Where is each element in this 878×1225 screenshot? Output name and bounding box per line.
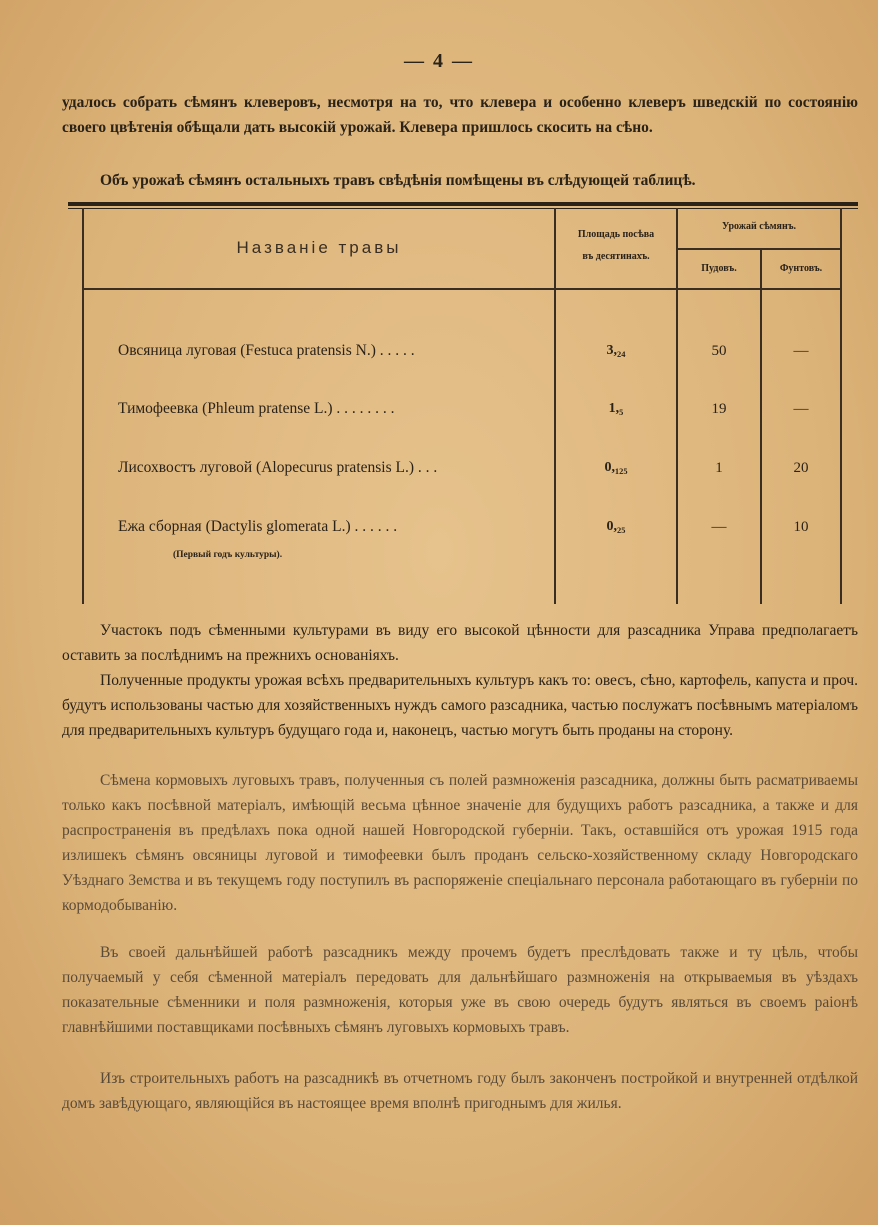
paragraph-construction: Изъ строительныхъ работъ на разсадникѣ въ отчетномъ году былъ законченъ постройкой и внутренней отдѣлкой домъ завѣдующаго, являющійся въ настоящее время вполнѣ пригоднымъ для жилья. xyxy=(62,1070,858,1112)
header-poods: Пудовъ. xyxy=(701,263,737,274)
row-name-dactylis: Ежа сборная (Dactylis glomerata L.) . . . . . . xyxy=(118,518,398,535)
row-name-phleum: Тимофеевка (Phleum pratense L.) . . . . . . . . xyxy=(118,400,395,417)
row-pounds-phleum: — xyxy=(793,401,809,417)
header-area-line2: въ десятинахъ. xyxy=(582,251,650,262)
row-poods-alopecurus: 1 xyxy=(715,460,723,476)
row-name-alopecurus: Лисохвостъ луговой (Alopecurus pratensis L.) . . . xyxy=(118,459,438,476)
header-grass-name: Названіе травы xyxy=(236,238,402,257)
paragraph-products: Полученные продукты урожая всѣхъ предварительныхъ культуръ какъ то: овесъ, сѣно, картофель, капуста и проч. будутъ использованы частью для хозяйственныхъ нуждъ самого разсадника, частью послужатъ посѣвнымъ матеріаломъ для предварительныхъ культуръ будущаго года и, наконецъ, частью могутъ быть проданы на сторону. xyxy=(62,672,858,739)
paragraph-further-work: Въ своей дальнѣйшей работѣ разсадникъ между прочемъ будетъ преслѣдовать также и ту цѣль, чтобы получаемый у себя сѣменной матеріалъ передовать для дальнѣйшаго размноженія на открываемыя въ уѣздахъ показательные сѣменники и поля размноженія, которыя уже въ свою очередь будутъ являться въ своемъ раіонѣ главнѣйшими поставщиками посѣвныхъ сѣмянъ луговыхъ кормовыхъ травъ. xyxy=(62,944,858,1036)
table-top-rule xyxy=(68,202,858,206)
seed-yield-table xyxy=(68,202,858,604)
row-area-festuca: 3,₂₄ xyxy=(606,343,626,358)
table-top-rule-thin xyxy=(68,208,858,209)
table-header-bottom-line xyxy=(82,288,842,290)
row-area-alopecurus: 0,₁₂₅ xyxy=(604,460,628,475)
table-right-border xyxy=(840,208,842,604)
header-yield: Урожай сѣмянъ. xyxy=(721,221,797,232)
page-number: — 4 — xyxy=(404,50,474,72)
row-poods-festuca: 50 xyxy=(711,343,727,359)
row-poods-dactylis: — xyxy=(711,519,727,535)
row-area-dactylis: 0,₂₅ xyxy=(606,519,626,534)
paragraph-seed-plot: Участокъ подъ сѣменными культурами въ виду его высокой цѣнности для разсадника Управа предполагаетъ оставить за послѣднимъ на прежнихъ основаніяхъ. xyxy=(62,622,858,664)
paragraph-seeds: Сѣмена кормовыхъ луговыхъ травъ, полученныя съ полей размноженія разсадника, должны быть расматриваемы только какъ посѣвной матеріалъ, имѣющій весьма цѣнное значеніе для будущихъ работъ разсадника, а также и для распространенія въ предѣлахъ пока одной нашей Новгородской губерніи. Такъ, оставшійся отъ урожая 1915 года излишекъ сѣмянъ овсяницы луговой и тимофеевки былъ проданъ сельско-хозяйственному складу Новгородскаго Уѣзднаго Земства и въ текущемъ году поступилъ въ распоряженіе спеціальнаго персонала работающаго въ губерніи по кормодобыванію. xyxy=(62,772,858,914)
row-pounds-dactylis: 10 xyxy=(793,519,809,535)
row-pounds-alopecurus: 20 xyxy=(793,460,809,476)
table-caption: Объ урожаѣ сѣмянъ остальныхъ травъ свѣдѣнія помѣщены въ слѣдующей таблицѣ. xyxy=(100,172,696,189)
header-area-line1: Площадь посѣва xyxy=(577,229,655,240)
row-poods-phleum: 19 xyxy=(711,401,727,417)
row-sub-dactylis: (Первый годъ культуры). xyxy=(173,550,283,560)
row-area-phleum: 1,₅ xyxy=(608,401,624,416)
table-left-border xyxy=(82,208,84,604)
row-name-festuca: Овсяница луговая (Festuca pratensis N.) . . . . . xyxy=(118,342,415,359)
table-col-divider-pounds xyxy=(760,248,762,604)
intro-paragraph: удалось собрать сѣмянъ клеверовъ, несмотря на то, что клевера и особенно клеверъ шведскій по состоянію своего цвѣтенія обѣщали дать высокій урожай. Клевера пришлось скосить на сѣно. xyxy=(62,94,858,136)
header-pounds: Фунтовъ. xyxy=(779,263,823,274)
table-yield-subheader-line xyxy=(676,248,842,250)
row-pounds-festuca: — xyxy=(793,343,809,359)
